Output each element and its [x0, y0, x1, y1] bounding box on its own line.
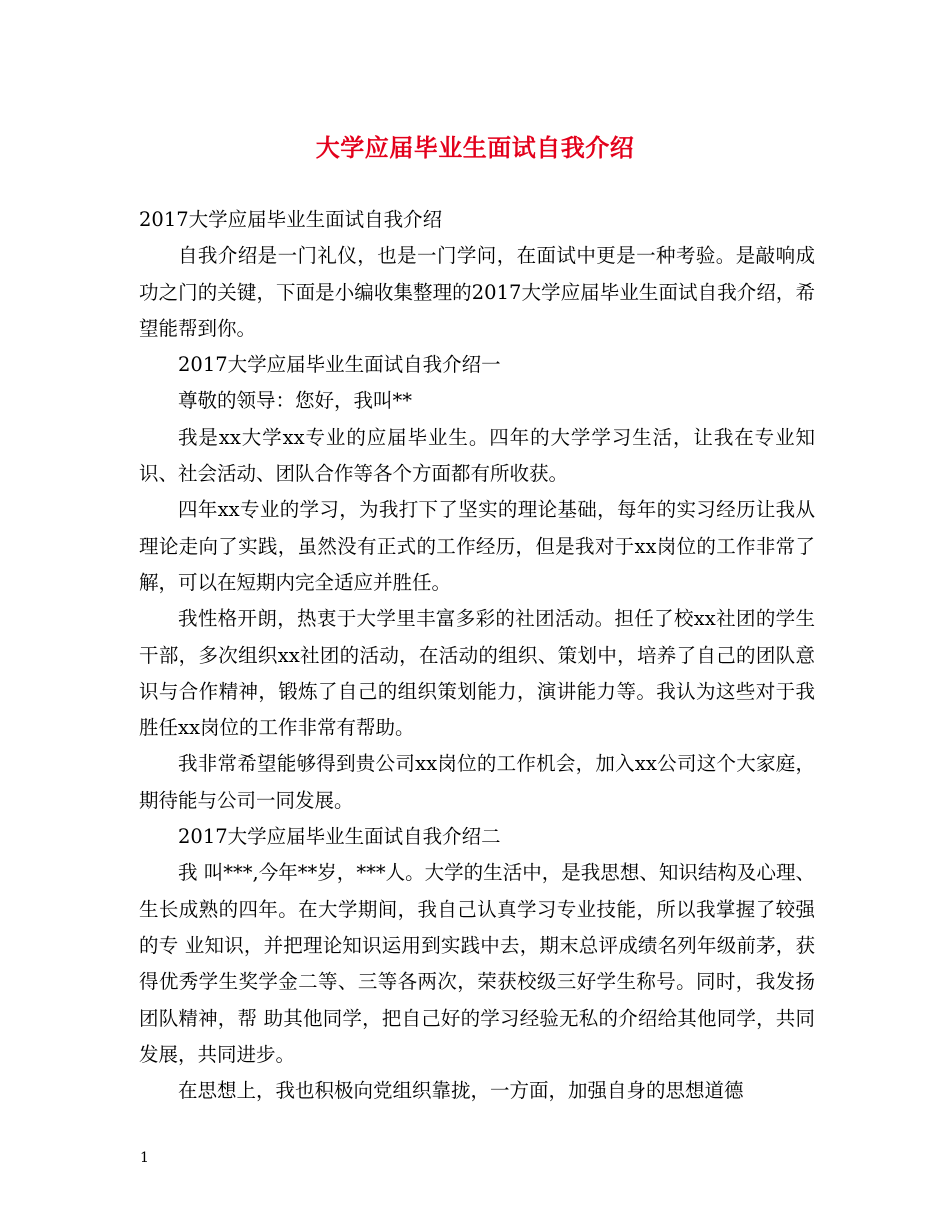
- paragraph: 我性格开朗，热衷于大学里丰富多彩的社团活动。担任了校xx社团的学生干部，多次组织xx社团的活动，在活动的组织、策划中，培养了自己的团队意识与合作精神，锻炼了自己的组织策划能力，演讲能力等。我认为这些对于我胜任xx岗位的工作非常有帮助。: [139, 607, 815, 740]
- paragraph: 在思想上，我也积极向党组织靠拢，一方面，加强自身的思想道德: [178, 1079, 744, 1103]
- document-title: 大学应届毕业生面试自我介绍: [315, 133, 635, 162]
- section-heading: 2017大学应届毕业生面试自我介绍二: [178, 825, 501, 849]
- paragraph: 2017大学应届毕业生面试自我介绍: [139, 208, 443, 231]
- section-heading: 2017大学应届毕业生面试自我介绍一: [178, 353, 501, 377]
- paragraph: 尊敬的领导：您好，我叫**: [178, 389, 413, 413]
- document-body: [139, 202, 815, 1109]
- paragraph: 自我介绍是一门礼仪，也是一门学问，在面试中更是一种考验。是敲响成功之门的关键，下面是小编收集整理的2017大学应届毕业生面试自我介绍，希望能帮到你。: [139, 244, 815, 340]
- page-number: 1: [140, 1150, 149, 1166]
- paragraph: 我是xx大学xx专业的应届毕业生。四年的大学学习生活，让我在专业知识、社会活动、团队合作等各个方面都有所收获。: [139, 425, 815, 486]
- paragraph: 我 叫***,今年**岁，***人。大学的生活中，是我思想、知识结构及心理、生长成熟的四年。在大学期间，我自己认真学习专业技能，所以我掌握了较强的专 业知识，并把理论知识运用到实践中去，期末总评成绩名列年级前茅，获得优秀学生奖学金二等、三等各两次，荣获校级三好学生称号。同时，我发扬团队精神，帮 助其他同学，把自己好的学习经验无私的介绍给其他同学，共同发展，共同进步。: [139, 861, 815, 1066]
- paragraph: 我非常希望能够得到贵公司xx岗位的工作机会，加入xx公司这个大家庭，期待能与公司一同发展。: [139, 752, 815, 812]
- paragraph: 四年xx专业的学习，为我打下了坚实的理论基础，每年的实习经历让我从理论走向了实践，虽然没有正式的工作经历，但是我对于xx岗位的工作非常了解，可以在短期内完全适应并胜任。: [139, 498, 815, 594]
